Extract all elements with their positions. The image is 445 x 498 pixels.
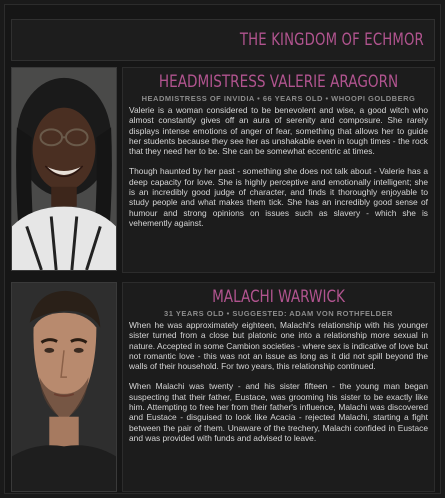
character-name: MALACHI WARWICK: [212, 287, 345, 307]
character-info-panel: [122, 67, 435, 273]
character-card: [11, 282, 435, 492]
character-card: [11, 67, 435, 273]
page-title: THE KINGDOM OF ECHMOR: [239, 30, 424, 50]
character-bio-paragraph: When Malachi was twenty - and his sister fifteen - the young man began suspecting that their father, Eustace, was grooming his sister to be exactly like him. Attempting to free her from their father's influence, Malachi was discovered and Eustace - disguised to look like Acacia - rejected Malachi, starting a fight between the pair of them. Unaware of the trechery, Malachi confided in Eustace and was provided with funds and advised to leave.: [129, 381, 428, 443]
character-portrait-malachi: [11, 282, 117, 492]
character-bio-paragraph: When he was approximately eighteen, Malachi's relationship with his younger sister turned from a close but platonic one into a relationship more sexual in nature. Accepted in some Cambion societies - where sex is indicative of love but not romantic love - this was not an issue as long as it did not spill beyond the walls of their household. For two years, this relationship continued.: [129, 320, 428, 372]
character-bio-paragraph: Valerie is a woman considered to be benevolent and wise, a good witch who almost constantly gives off an aura of serenity and composure. She rarely displays intense emotions of anger of fear, something that allows her to guide her students because they see her as unshakable even in tough times - the rock that they need her to be. She can be somewhat eccentric at times.: [129, 105, 428, 157]
character-bio-paragraph: Though haunted by her past - something she does not talk about - Valerie has a deep capacity for love. She is highly perceptive and emotionally intelligent; she is an incredibly good judge of character, and finds it thoroughly enjoyable to study people and what makes them tick. She has an incredibly good sense of humour and strong opinions on issues such as slavery - which she is vehemently against.: [129, 166, 428, 228]
character-subtitle: HEADMISTRESS OF INVIDIA • 66 YEARS OLD • WHOOPI GOLDBERG: [141, 94, 416, 103]
character-info-panel: [122, 282, 435, 492]
character-subtitle: 31 YEARS OLD • SUGGESTED: ADAM VON ROTHFELDER: [164, 309, 393, 318]
portrait-image-icon: [12, 283, 116, 491]
portrait-image-icon: [12, 68, 116, 270]
character-name: HEADMISTRESS VALERIE ARAGORN: [158, 72, 399, 92]
page-header: [11, 19, 435, 61]
character-portrait-valerie: [11, 67, 117, 271]
